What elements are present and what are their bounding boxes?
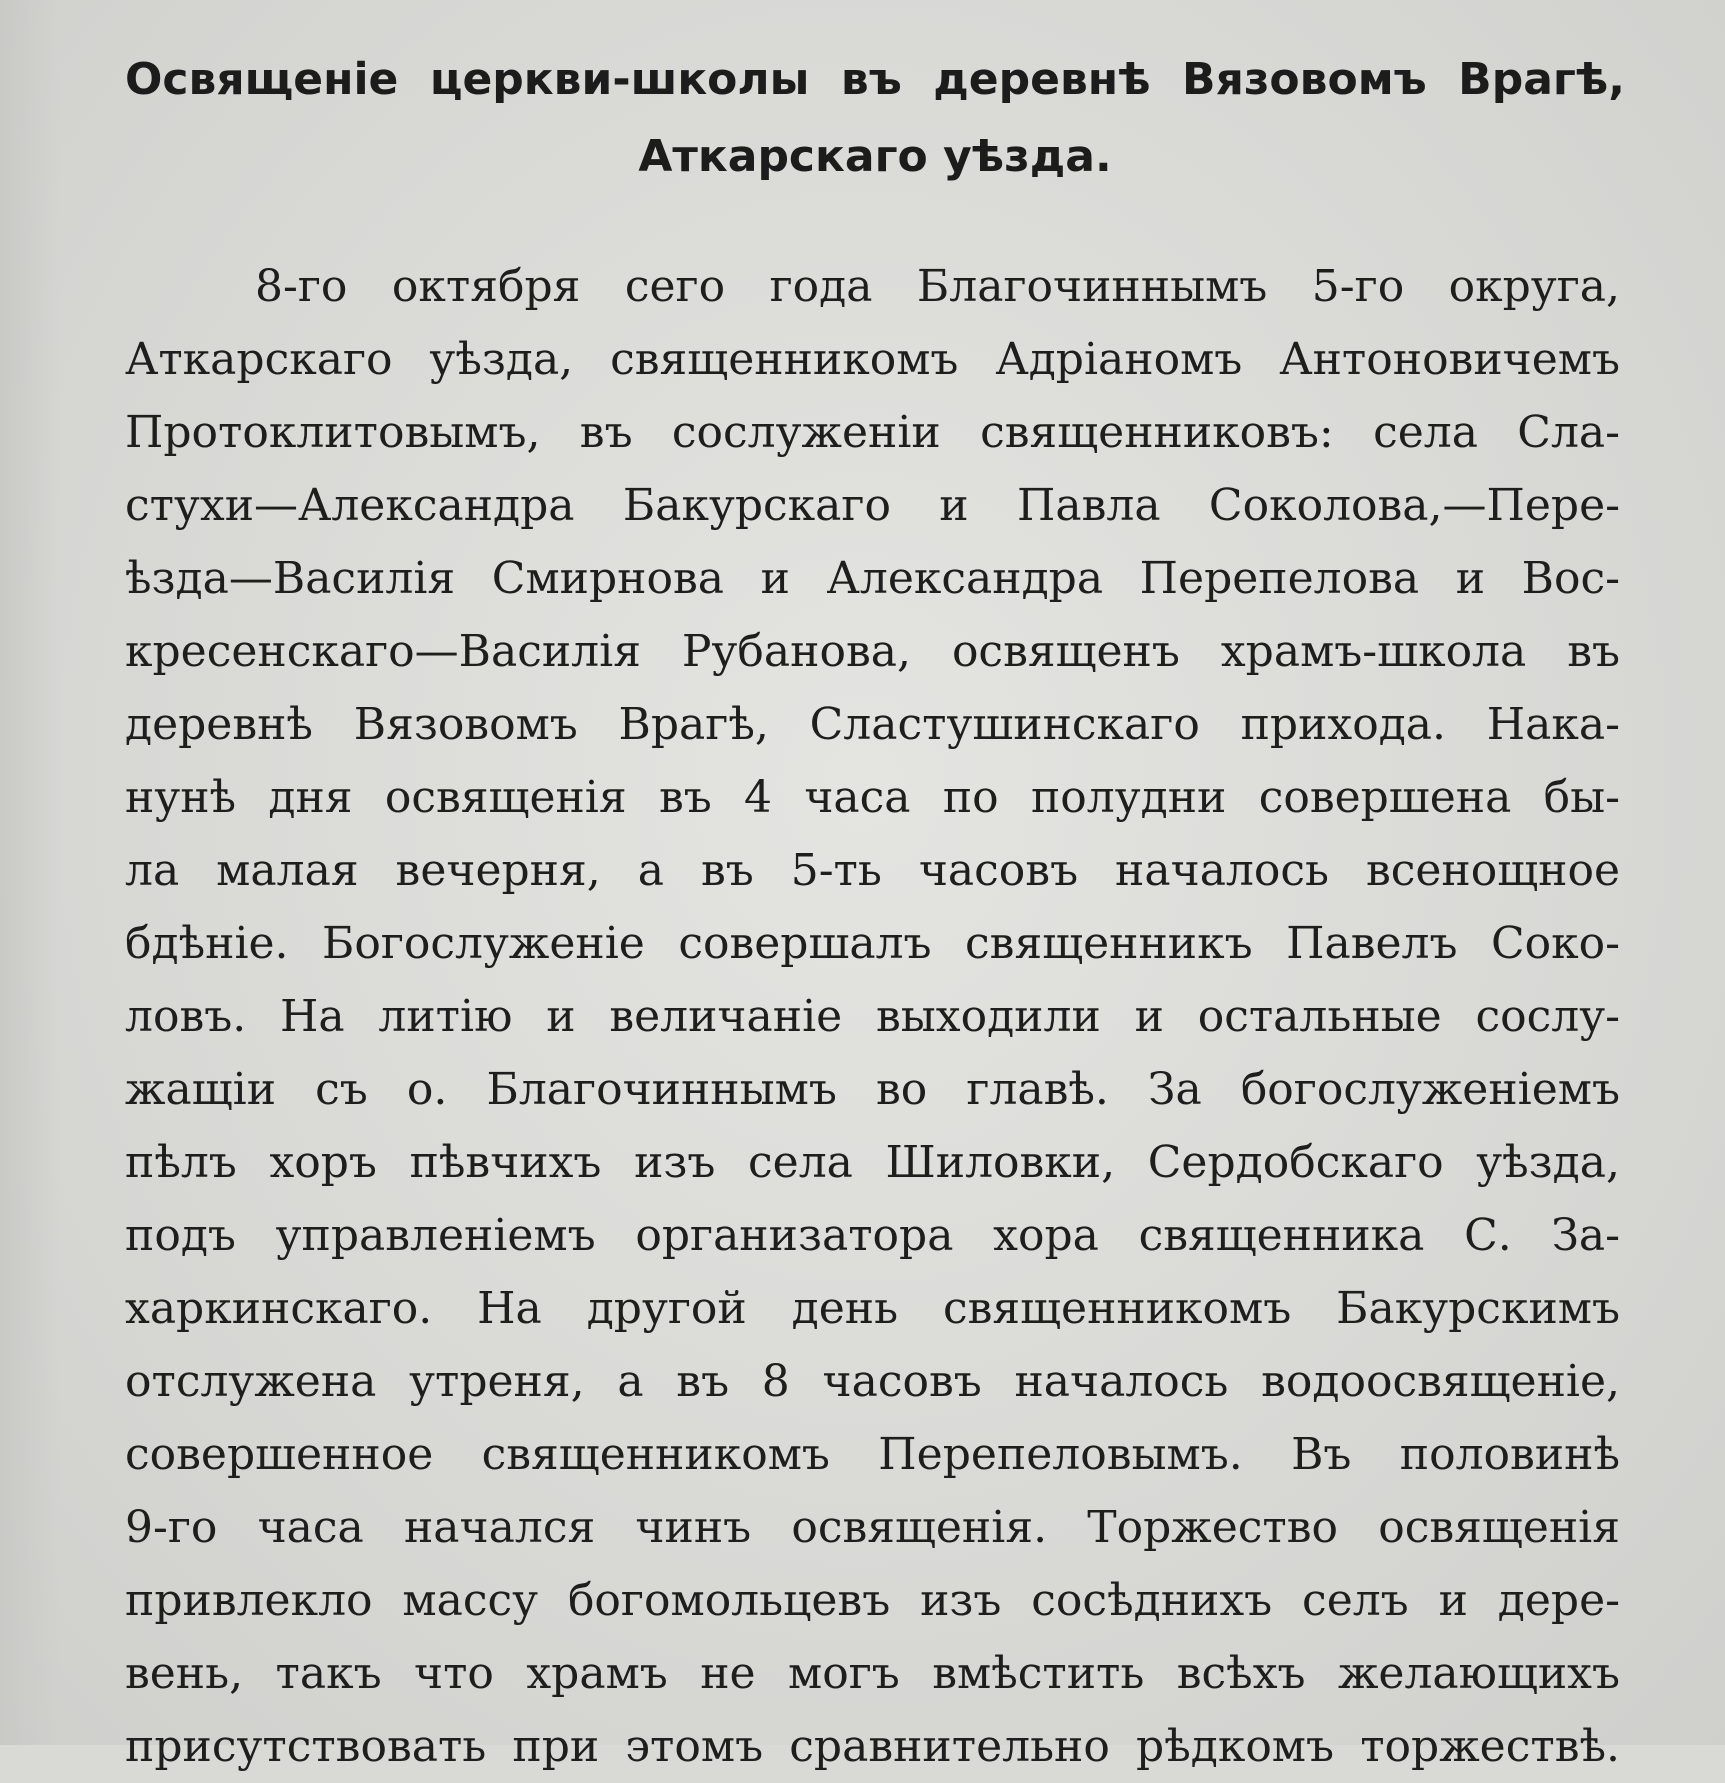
- body-line: пѣлъ хоръ пѣвчихъ изъ села Шиловки, Сердобскаго уѣзда,: [125, 1137, 1620, 1188]
- body-line: привлекло массу богомольцевъ изъ сосѣднихъ селъ и дере-: [125, 1575, 1620, 1626]
- article-title-line-1: Освященіе церкви-школы въ деревнѣ Вязовомъ Врагѣ,: [125, 54, 1625, 105]
- body-line: кресенскаго—Василія Рубанова, освященъ храмъ-школа въ: [125, 626, 1620, 677]
- body-line: 8-го октября сего года Благочиннымъ 5-го округа,: [255, 261, 1620, 312]
- body-line: харкинскаго. На другой день священникомъ Бакурскимъ: [125, 1283, 1620, 1334]
- body-line: Протоклитовымъ, въ сослуженіи священниковъ: села Сла-: [125, 407, 1620, 458]
- body-line: стухи—Александра Бакурскаго и Павла Соколова,—Пере-: [125, 480, 1620, 531]
- body-line: ѣзда—Василія Смирнова и Александра Перепелова и Вос-: [125, 553, 1620, 604]
- body-line: вень, такъ что храмъ не могъ вмѣстить всѣхъ желающихъ: [125, 1648, 1620, 1699]
- body-line: ла малая вечерня, а въ 5-ть часовъ началось всенощное: [125, 845, 1620, 896]
- body-line: бдѣніе. Богослуженіе совершалъ священникъ Павелъ Соко-: [125, 918, 1620, 969]
- body-line: жащіи съ о. Благочиннымъ во главѣ. За богослуженіемъ: [125, 1064, 1620, 1115]
- body-line: Аткарскаго уѣзда, священникомъ Адріаномъ Антоновичемъ: [125, 334, 1620, 385]
- body-line: совершенное священникомъ Перепеловымъ. Въ половинѣ: [125, 1429, 1620, 1480]
- page-edge-shadow: [0, 0, 60, 1745]
- article-body: [125, 250, 1620, 1783]
- body-line: ловъ. На литію и величаніе выходили и остальные сослу-: [125, 991, 1620, 1042]
- body-line: нунѣ дня освященія въ 4 часа по полудни совершена бы-: [125, 772, 1620, 823]
- article-title-line-2: Аткарскаго уѣзда.: [638, 131, 1112, 182]
- body-line: подъ управленіемъ организатора хора священника С. За-: [125, 1210, 1620, 1261]
- body-line: отслужена утреня, а въ 8 часовъ началось водоосвященіе,: [125, 1356, 1620, 1407]
- body-line: деревнѣ Вязовомъ Врагѣ, Сластушинскаго прихода. Нака-: [125, 699, 1620, 750]
- body-line: 9-го часа начался чинъ освященія. Торжество освященія: [125, 1502, 1620, 1553]
- body-line: присутствовать при этомъ сравнительно рѣдкомъ торжествѣ.: [125, 1721, 1620, 1772]
